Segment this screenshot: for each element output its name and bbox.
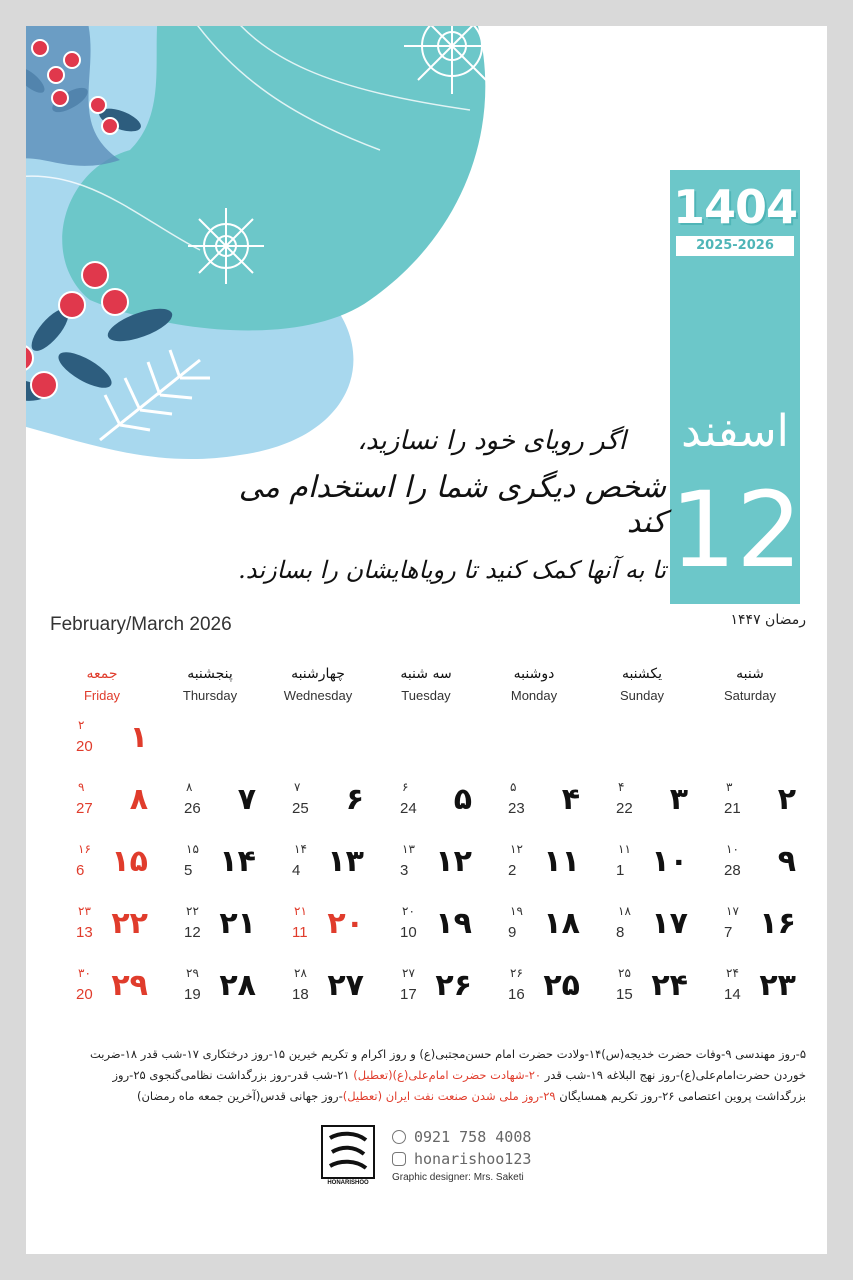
calendar-page: [26, 26, 827, 1254]
winter-decoration: [26, 26, 520, 480]
hijri-day: ۷: [294, 780, 301, 794]
day-number: ۱۹: [435, 906, 472, 941]
gregorian-day: 7: [724, 924, 733, 941]
weekday-name-en: Monday: [510, 688, 558, 703]
gregorian-day: 20: [76, 738, 93, 755]
hijri-day: ۱۴: [294, 842, 307, 856]
gregorian-day: 16: [508, 986, 525, 1003]
day-number: ۶: [345, 782, 364, 817]
weekday-name-en: Tuesday: [401, 688, 451, 703]
day-number: ۵: [453, 782, 472, 817]
gregorian-day: 20: [76, 986, 93, 1003]
hijri-day: ۱۸: [618, 904, 631, 918]
designer-credit: Graphic designer: Mrs. Saketi: [392, 1172, 524, 1183]
day-number: ۲۷: [327, 968, 364, 1003]
day-number: ۱۴: [219, 844, 256, 879]
day-cell: [588, 840, 696, 902]
day-cell: [480, 964, 588, 1026]
hijri-day: ۲۱: [294, 904, 307, 918]
weeks-container: [48, 716, 804, 1026]
events-holiday: ۲۹-روز ملی شدن صنعت نفت ایران (تعطیل): [342, 1089, 556, 1103]
instagram-handle: honarishoo123: [414, 1150, 532, 1168]
day-cell: [480, 778, 588, 840]
day-number: ۳: [669, 782, 688, 817]
weekday-name-fa: سه شنبه: [400, 666, 452, 682]
quote-line-1: اگر رویای خود را نسازید،: [357, 426, 626, 456]
week-row: [48, 716, 804, 778]
logo-text: HONARISHOO: [327, 1180, 369, 1186]
hijri-day: ۳۰: [78, 966, 91, 980]
day-cell: [480, 840, 588, 902]
day-number: ۱۰: [651, 844, 688, 879]
day-number: ۱۲: [435, 844, 472, 879]
gregorian-day: 4: [292, 862, 301, 879]
day-cell: [48, 716, 156, 778]
day-number: ۲۴: [651, 968, 688, 1003]
weekday-name-fa: چهارشنبه: [291, 666, 345, 682]
hijri-day: ۱۹: [510, 904, 523, 918]
day-cell: [156, 964, 264, 1026]
hijri-day: ۲۲: [186, 904, 199, 918]
gregorian-day: 25: [292, 800, 309, 817]
events-line: ۵-روز مهندسی ۹-وفات حضرت خدیجه(س)۱۴-ولادت حضرت امام حسن‌مجتبی(ع) و روز اکرام و تکریم خیرین ۱۵-روز درختکاری ۱۷-شب قدر ۱۸-ضربت: [89, 1047, 806, 1061]
hijri-day: ۶: [402, 780, 409, 794]
quote-line-3: تا به آنها کمک کنید تا رویاهایشان را بسازند.: [238, 556, 666, 584]
hijri-day: ۲۸: [294, 966, 307, 980]
gregorian-day: 8: [616, 924, 625, 941]
weekday-name-fa: جمعه: [86, 666, 118, 682]
day-cell: [156, 902, 264, 964]
day-number: ۸: [129, 782, 148, 817]
calendar-grid: [48, 666, 804, 1026]
hijri-day: ۲۴: [726, 966, 739, 980]
day-number: ۲۹: [111, 968, 148, 1003]
day-cell: [696, 902, 804, 964]
hijri-month: رمضان ۱۴۴۷: [730, 612, 806, 628]
hijri-day: ۲۵: [618, 966, 631, 980]
day-number: ۲۸: [219, 968, 256, 1003]
day-number: ۱۳: [327, 844, 364, 879]
week-row: [48, 964, 804, 1026]
day-number: ۲: [777, 782, 796, 817]
hijri-day: ۲۹: [186, 966, 199, 980]
events-text: خوردن حضرت‌امام‌علی(ع)-روز نهج البلاغه ۱۹-شب قدر: [541, 1068, 806, 1082]
weekday-name-fa: دوشنبه: [513, 666, 555, 682]
gregorian-day: 24: [400, 800, 417, 817]
day-cell: [156, 778, 264, 840]
hijri-day: ۸: [186, 780, 193, 794]
hijri-day: ۲۰: [402, 904, 415, 918]
whatsapp-icon: [392, 1130, 406, 1144]
day-number: ۱۱: [543, 844, 580, 879]
day-number: ۲۳: [759, 968, 796, 1003]
day-number: ۱۵: [111, 844, 148, 879]
gregorian-day: 3: [400, 862, 409, 879]
weekday-saturday: [696, 666, 804, 703]
weekday-sunday: [588, 666, 696, 703]
weekday-monday: [480, 666, 588, 703]
day-number: ۴: [561, 782, 580, 817]
gregorian-month-title: February/March 2026: [50, 614, 232, 635]
hijri-day: ۲: [78, 718, 85, 732]
day-cell: [48, 902, 156, 964]
weekday-name-en: Wednesday: [283, 688, 353, 703]
gregorian-day: 9: [508, 924, 517, 941]
weekday-name-en: Saturday: [723, 688, 777, 703]
day-number: ۱: [129, 720, 148, 755]
gregorian-day: 13: [76, 924, 93, 941]
honarishoo-logo: [320, 1124, 376, 1188]
day-number: ۱۶: [759, 906, 796, 941]
gregorian-day: 6: [76, 862, 85, 879]
weekday-name-en: Thursday: [182, 688, 238, 703]
gregorian-day: 1: [616, 862, 625, 879]
contact-info: [392, 1126, 531, 1183]
day-cell: [696, 840, 804, 902]
week-row: [48, 778, 804, 840]
day-number: ۲۰: [327, 906, 364, 941]
day-cell: [588, 902, 696, 964]
gregorian-day: 12: [184, 924, 201, 941]
month-number: 12: [670, 469, 803, 591]
day-cell: [48, 964, 156, 1026]
gregorian-day: 5: [184, 862, 193, 879]
week-row: [48, 840, 804, 902]
hijri-day: ۱۶: [78, 842, 91, 856]
gregorian-day: 14: [724, 986, 741, 1003]
weekday-wednesday: [264, 666, 372, 703]
hijri-day: ۴: [618, 780, 625, 794]
day-number: ۲۶: [435, 968, 472, 1003]
persian-year: 1404: [672, 180, 798, 234]
weekday-name-fa: یکشنبه: [621, 666, 663, 682]
hijri-day: ۱۱: [618, 842, 631, 856]
gregorian-day: 15: [616, 986, 633, 1003]
events-list: [46, 1044, 806, 1107]
events-holiday: ۲۰-شهادت حضرت امام‌علی(ع)(تعطیل): [353, 1068, 542, 1082]
day-number: ۱۷: [651, 906, 688, 941]
gregorian-day: 27: [76, 800, 93, 817]
year-month-panel: [670, 170, 803, 604]
day-number: ۲۲: [111, 906, 148, 941]
instagram-icon: [392, 1152, 406, 1166]
gregorian-day: 22: [616, 800, 633, 817]
day-cell: [156, 840, 264, 902]
weekday-friday: [48, 666, 156, 703]
hijri-day: ۱۰: [726, 842, 739, 856]
hijri-day: ۱۷: [726, 904, 739, 918]
day-cell: [588, 778, 696, 840]
weekday-thursday: [156, 666, 264, 703]
month-name: اسفند: [681, 406, 789, 457]
events-text: بزرگداشت پروین اعتصامی ۲۶-روز تکریم همسایگان: [555, 1089, 806, 1103]
day-cell: [48, 840, 156, 902]
events-text: ۲۱-شب قدر-روز بزرگداشت نظامی‌گنجوی ۲۵-روز: [112, 1068, 354, 1082]
gregorian-day: 18: [292, 986, 309, 1003]
day-cell: [372, 778, 480, 840]
week-row: [48, 902, 804, 964]
day-cell: [264, 840, 372, 902]
weekday-tuesday: [372, 666, 480, 703]
gregorian-year-range: 2025-2026: [676, 236, 794, 256]
gregorian-day: 11: [292, 924, 308, 941]
events-line: [46, 1065, 806, 1086]
gregorian-day: 26: [184, 800, 201, 817]
day-cell: [372, 902, 480, 964]
weekday-name-fa: شنبه: [736, 666, 764, 682]
day-cell: [696, 778, 804, 840]
hijri-day: ۱۵: [186, 842, 199, 856]
day-number: ۱۸: [543, 906, 580, 941]
day-cell: [372, 964, 480, 1026]
weekday-header: [48, 666, 804, 716]
weekday-name-fa: پنجشنبه: [187, 666, 233, 682]
quote-line-2: شخص دیگری شما را استخدام می کند: [238, 470, 666, 540]
weekday-name-en: Sunday: [619, 688, 665, 703]
hijri-day: ۳: [726, 780, 733, 794]
hijri-day: ۲۳: [78, 904, 91, 918]
quote: [196, 426, 666, 584]
gregorian-day: 21: [724, 800, 741, 817]
gregorian-day: 2: [508, 862, 517, 879]
hijri-day: ۱۳: [402, 842, 415, 856]
day-cell: [480, 902, 588, 964]
gregorian-day: 19: [184, 986, 201, 1003]
day-cell: [264, 902, 372, 964]
gregorian-day: 23: [508, 800, 525, 817]
day-cell: [48, 778, 156, 840]
day-cell: [264, 778, 372, 840]
hijri-day: ۵: [510, 780, 517, 794]
gregorian-day: 28: [724, 862, 741, 879]
events-text: -روز جهانی قدس(آخرین جمعه ماه رمضان): [137, 1089, 343, 1103]
gregorian-day: 10: [400, 924, 417, 941]
hijri-day: ۲۷: [402, 966, 415, 980]
hijri-day: ۱۲: [510, 842, 523, 856]
hijri-day: ۹: [78, 780, 85, 794]
day-cell: [372, 840, 480, 902]
events-line: [46, 1086, 806, 1107]
day-number: ۹: [777, 844, 796, 879]
phone-number: 0921 758 4008: [414, 1128, 532, 1146]
hijri-day: ۲۶: [510, 966, 523, 980]
gregorian-day: 17: [400, 986, 417, 1003]
weekday-name-en: Friday: [83, 688, 121, 703]
day-cell: [696, 964, 804, 1026]
day-number: ۲۱: [219, 906, 256, 941]
day-cell: [264, 964, 372, 1026]
day-number: ۲۵: [543, 968, 580, 1003]
day-cell: [588, 964, 696, 1026]
day-number: ۷: [237, 782, 256, 817]
